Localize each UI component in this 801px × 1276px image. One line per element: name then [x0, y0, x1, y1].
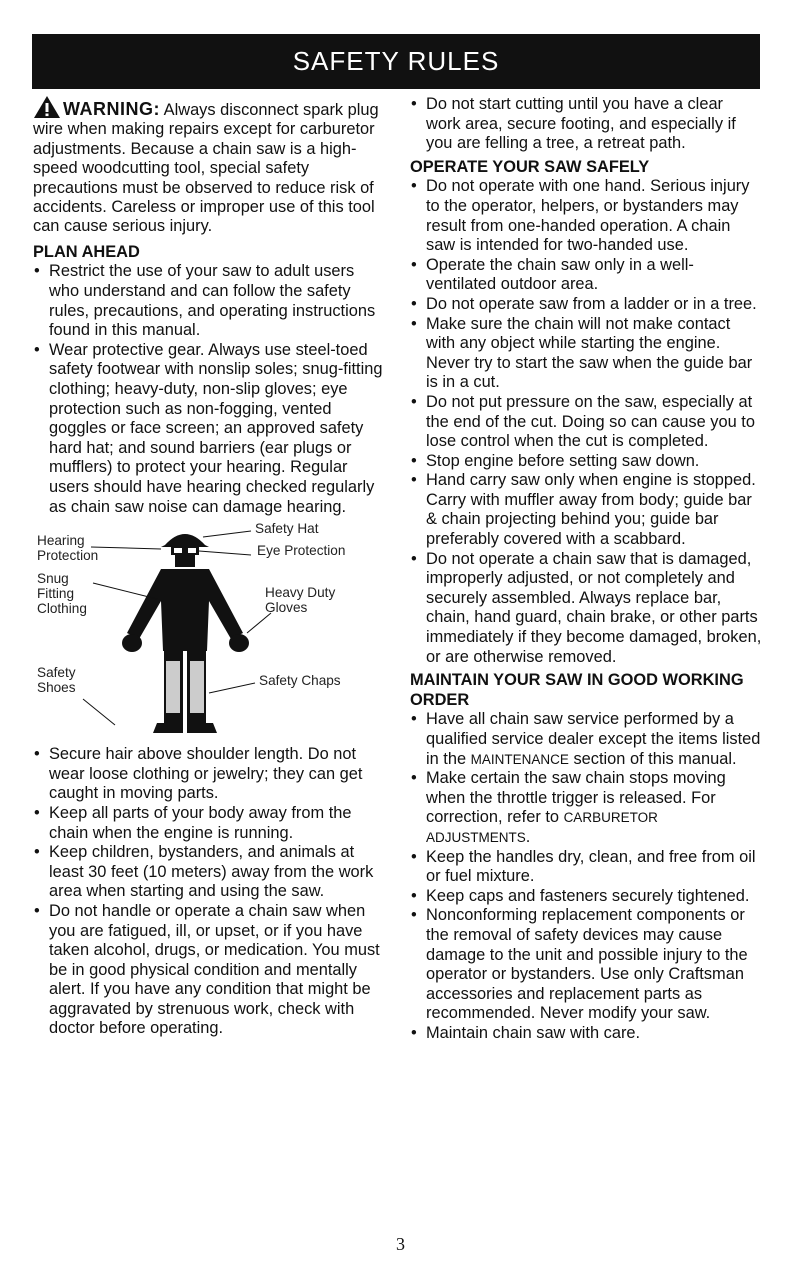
- plan-ahead-list: [33, 262, 385, 517]
- warning-triangle-icon: [33, 95, 63, 119]
- section-reference: MAINTENANCE: [470, 751, 569, 767]
- list-item: • Do not put pressure on the saw, especially at the end of the cut. Doing so can cause you to lose control when the cut is completed.: [410, 393, 762, 452]
- label-safety-hat: Safety Hat: [255, 521, 319, 537]
- label-hearing-protection: Hearing Protection: [37, 533, 99, 564]
- list-item: • Wear protective gear. Always use steel-toed safety footwear with nonslip soles; snug-fitting clothing; heavy-duty, non-slip gloves; eye protection such as non-fogging, vented goggles or face screen; an approved safety hard hat; and sound barriers (ear plugs or mufflers) to protect your hearing. Regular users should have hearing checked regularly as chain saw noise can damage hearing.: [33, 341, 385, 517]
- item-text: section of this manual.: [568, 749, 737, 768]
- item-text: .: [525, 827, 531, 846]
- maintain-heading: MAINTAIN YOUR SAW IN GOOD WORKING ORDER: [410, 671, 744, 709]
- list-item: • Do not start cutting until you have a clear work area, secure footing, and especially if you are felling a tree, a retreat path.: [410, 95, 762, 154]
- plan-ahead-heading: PLAN AHEAD: [33, 242, 140, 261]
- label-heavy-duty-gloves: Heavy Duty Gloves: [265, 585, 336, 616]
- list-item: • Do not operate saw from a ladder or in a tree.: [410, 295, 762, 315]
- left-column: [33, 95, 385, 1039]
- list-item: [410, 769, 762, 847]
- label-safety-shoes: Safety Shoes: [37, 665, 76, 696]
- page-number: 3: [396, 1234, 405, 1254]
- operate-list: [410, 177, 762, 667]
- warning-paragraph: [33, 95, 385, 237]
- list-item: • Keep children, bystanders, and animals at least 30 feet (10 meters) away from the work area when starting and using the saw.: [33, 843, 385, 902]
- list-item: • Stop engine before setting saw down.: [410, 452, 762, 472]
- page-title: SAFETY RULES: [292, 46, 500, 76]
- item-text: Make certain the saw chain stops moving when the throttle trigger is released. For correction, refer to: [426, 769, 726, 827]
- list-item: • Secure hair above shoulder length. Do not wear loose clothing or jewelry; they can get caught in moving parts.: [33, 745, 385, 804]
- list-item: • Do not handle or operate a chain saw when you are fatigued, ill, or upset, or if you have taken alcohol, drugs, or medication. You must be in good physical condition and mentally alert. If you have any condition that might be aggravated by strenuous work, check with doctor before operating.: [33, 902, 385, 1039]
- section-banner: [32, 34, 760, 89]
- list-item: • Maintain chain saw with care.: [410, 1024, 762, 1044]
- label-safety-chaps: Safety Chaps: [259, 673, 341, 689]
- list-item: • Keep the handles dry, clean, and free from oil or fuel mixture.: [410, 848, 762, 887]
- list-item: [410, 710, 762, 769]
- maintain-list: [410, 710, 762, 1043]
- warning-label: WARNING:: [63, 99, 160, 119]
- list-item: • Make sure the chain will not make contact with any object while starting the engine. Never try to start the saw when the guide bar is in a cut.: [410, 315, 762, 393]
- list-item: • Do not operate a chain saw that is damaged, improperly adjusted, or not completely and securely assembled. Always replace bar, chain, hand guard, chain brake, or other parts immediately if they become damaged, broken, or are otherwise removed.: [410, 550, 762, 668]
- operate-heading: OPERATE YOUR SAW SAFELY: [410, 157, 650, 176]
- right-top-list: [410, 95, 762, 154]
- section-reference: CARBURETOR ADJUSTMENTS: [426, 810, 658, 845]
- warning-text: Always disconnect spark plug wire when making repairs except for carburetor adjustments. Because a chain saw is a high-speed woodcutting tool, special safety precautions must be observed to reduce risk of accidents. Careless or improper use of this tool can cause serious injury.: [33, 101, 379, 236]
- list-item: • Keep all parts of your body away from the chain when the engine is running.: [33, 804, 385, 843]
- plan-ahead-list-continued: [33, 745, 385, 1039]
- label-eye-protection: Eye Protection: [257, 543, 346, 559]
- label-snug-fitting-clothing: Snug Fitting Clothing: [37, 571, 87, 617]
- list-item: • Operate the chain saw only in a well-ventilated outdoor area.: [410, 256, 762, 295]
- list-item: • Restrict the use of your saw to adult users who understand and can follow the safety rules, precautions, and operating instructions found in this manual.: [33, 262, 385, 340]
- item-text: Have all chain saw service performed by a qualified service dealer except the items listed in the: [426, 710, 761, 768]
- list-item: • Nonconforming replacement components or the removal of safety devices may cause damage to the unit and possible injury to the operator or bystanders. Use only Craftsman accessories and replacement parts as recommended. Never modify your saw.: [410, 906, 762, 1024]
- protective-gear-figure: [33, 521, 385, 743]
- list-item: • Hand carry saw only when engine is stopped. Carry with muffler away from body; guide bar & chain projecting behind you; guide bar preferably covered with a scabbard.: [410, 471, 762, 549]
- list-item: • Keep caps and fasteners securely tightened.: [410, 887, 762, 907]
- right-column: [410, 95, 762, 1044]
- list-item: • Do not operate with one hand. Serious injury to the operator, helpers, or bystanders may result from one-handed operation. A chain saw is intended for two-handed use.: [410, 177, 762, 255]
